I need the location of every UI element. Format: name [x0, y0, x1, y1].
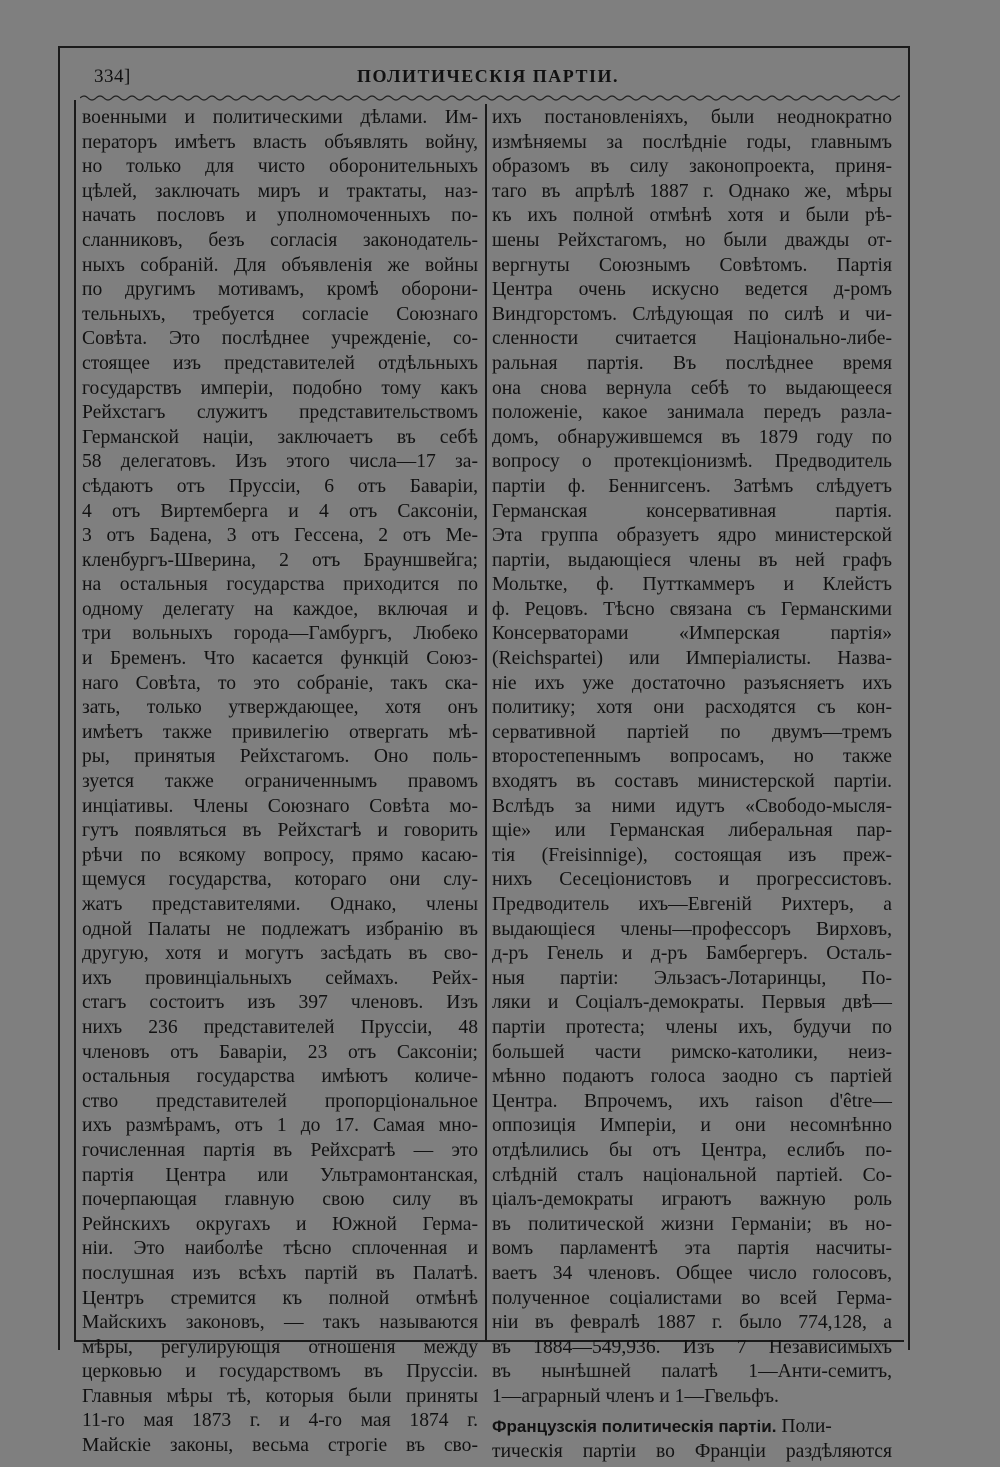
text-line: кленбургъ-Шверина, 2 отъ Брауншвейга; — [82, 549, 478, 571]
column-divider — [485, 104, 487, 1340]
text-line: зать, только утверждающее, хотя онъ — [82, 697, 478, 719]
text-line: образомъ въ силу законопроекта, приня- — [492, 156, 892, 178]
text-line: послушная изъ всѣхъ партій въ Палатѣ. — [82, 1262, 478, 1284]
text-line: она снова вернула себѣ то выдающееся — [492, 377, 892, 399]
text-line: одному делегату на каждое, включая и — [82, 598, 478, 620]
text-line: рѣчи по всякому вопросу, прямо касаю- — [82, 844, 478, 866]
text-line: 58 делегатовъ. Изъ этого числа—17 за- — [82, 451, 478, 473]
text-line: въ нынѣшней палатѣ 1—Анти-семитъ, — [492, 1361, 892, 1383]
text-line: остальныя государства имѣютъ количе- — [82, 1066, 478, 1088]
text-line: въ 1884—549,936. Изъ 7 Независимыхъ — [492, 1336, 892, 1358]
text-line: три вольныхъ города—Гамбургъ, Любеко — [82, 623, 478, 645]
text-line: ніе ихъ уже достаточно разъясняетъ ихъ — [492, 672, 892, 694]
text-line: мѣры, регулирующія отношенія между — [82, 1336, 478, 1358]
text-line: политику; хотя они расходятся съ кон- — [492, 697, 892, 719]
text-line: 3 отъ Бадена, 3 отъ Гессена, 2 отъ Ме- — [82, 525, 478, 547]
text-line: сленности считается Національно-либе- — [492, 328, 892, 350]
right-column — [492, 106, 892, 1465]
text-line: партіи, выдающіеся члены въ ней графъ — [492, 549, 892, 571]
text-line: сланниковъ, безъ согласія законодатель- — [82, 229, 478, 251]
text-line: 11-го мая 1873 г. и 4-го мая 1874 г. — [82, 1410, 478, 1432]
text-line: мѣнно подаютъ голоса заодно съ партіей — [492, 1066, 892, 1088]
text-line: Мольтке, ф. Путткаммеръ и Клейстъ — [492, 574, 892, 596]
text-line: щемуся государства, котораго они слу- — [82, 869, 478, 891]
text-line: вопросу о протекціонизмѣ. Предводитель — [492, 451, 892, 473]
text-line: Майскіе законы, весьма строгіе въ сво- — [82, 1435, 478, 1457]
text-line: измѣняемы за послѣдніе годы, главнымъ — [492, 131, 892, 153]
text-line: слѣдній сталъ національной партіей. Со- — [492, 1164, 892, 1186]
text-line: Центръ стремится къ полной отмѣнѣ — [82, 1287, 478, 1309]
text-line: таго въ апрѣлѣ 1887 г. Однако же, мѣры — [492, 180, 892, 202]
text-line: Вслѣдъ за ними идутъ «Свободо-мысля- — [492, 795, 892, 817]
text-line: другую, хотя и могутъ засѣдать въ сво- — [82, 943, 478, 965]
text-line: ныхъ собраній. Для объявленія же войны — [82, 254, 478, 276]
text-line: вергнуты Союзнымъ Совѣтомъ. Партія — [492, 254, 892, 276]
text-line: членовъ отъ Баваріи, 23 отъ Саксоніи; — [82, 1041, 478, 1063]
text-line: жатъ представителями. Однако, члены — [82, 894, 478, 915]
text-line: къ ихъ полной отмѣнѣ хотя и были рѣ- — [492, 205, 892, 227]
text-line: инціативы. Члены Союзнаго Совѣта мо- — [82, 795, 478, 817]
text-line: Совѣта. Это послѣднее учрежденіе, со- — [82, 328, 478, 350]
text-line: ціалъ-демократы играютъ важную роль — [492, 1189, 892, 1211]
text-line: 4 отъ Виртемберга и 4 отъ Саксоніи, — [82, 500, 478, 522]
text-line: Майскихъ законовъ, — такъ называются — [82, 1312, 478, 1334]
text-line: ихъ постановленіяхъ, были неоднократно — [492, 107, 892, 128]
text-line: стоящее изъ представителей отдѣльныхъ — [82, 352, 478, 374]
text-line: но только для чисто оборонительныхъ — [82, 156, 478, 178]
text-line: ихъ провинціальныхъ сеймахъ. Рейх- — [82, 967, 478, 989]
text-line: тія (Freisinnige), состоящая изъ преж- — [492, 844, 892, 866]
wavy-rule — [80, 94, 900, 102]
text-line: полученное соціалистами во всей Герма- — [492, 1287, 892, 1309]
text-line: Центра очень искусно ведется д-ромъ — [492, 279, 892, 301]
text-line: наго Совѣта, то это собраніе, такъ ска- — [82, 672, 478, 694]
text-line: церковью и государствомъ въ Пруссіи. — [82, 1361, 478, 1383]
text-line: по другимъ мотивамъ, кромѣ оборони- — [82, 279, 478, 301]
text-line: домъ, обнаружившемся въ 1879 году по — [492, 426, 892, 448]
text-line: сервативной партіей по двумъ—тремъ — [492, 721, 892, 743]
text-line: ральная партія. Въ послѣднее время — [492, 352, 892, 374]
text-line: выдающіеся члены—профессоръ Вирховъ, — [492, 918, 892, 940]
text-line: Виндгорстомъ. Слѣдующая по силѣ и чи- — [492, 303, 892, 325]
text-line: Предводитель ихъ—Евгеній Рихтеръ, а — [492, 894, 892, 915]
section-heading-line — [492, 1415, 892, 1440]
text-line: почерпающая главную свою силу въ — [82, 1189, 478, 1211]
text-line: начать пословъ и уполномоченныхъ по- — [82, 205, 478, 227]
text-line: сѣдаютъ отъ Пруссіи, 6 отъ Баваріи, — [82, 475, 478, 497]
text-line: гочисленная партія въ Рейхсратѣ — это — [82, 1139, 478, 1161]
text-line: ніи. Это наиболѣе тѣсно сплоченная и — [82, 1238, 478, 1260]
text-line: партіи ф. Беннигсенъ. Затѣмъ слѣдуетъ — [492, 475, 892, 497]
text-line: 1—аграрный членъ и 1—Гвельфъ. — [492, 1385, 779, 1407]
text-fragment: Поли- — [776, 1416, 832, 1438]
text-line: ры, принятыя Рейхстагомъ. Оно поль- — [82, 746, 478, 768]
text-line: партія Центра или Ультрамонтанская, — [82, 1164, 478, 1186]
text-line: оппозиція Имперіи, и они несомнѣнно — [492, 1115, 892, 1137]
text-line: вомъ парламентѣ эта партія насчиты- — [492, 1238, 892, 1260]
text-line: ператоръ имѣетъ власть объявлять войну, — [82, 131, 478, 153]
text-line: ніи въ февралѣ 1887 г. было 774,128, а — [492, 1312, 892, 1334]
text-line: Эта группа образуетъ ядро министерской — [492, 525, 892, 547]
text-line: въ политической жизни Германіи; въ но- — [492, 1213, 892, 1235]
text-line: ляки и Соціалъ-демократы. Первыя двѣ— — [492, 992, 892, 1014]
text-line: государствъ имперіи, подобно тому какъ — [82, 377, 478, 399]
text-line: шены Рейхстагомъ, но были дважды от- — [492, 229, 892, 251]
inner-rule — [74, 100, 76, 1340]
text-line: стагъ состоитъ изъ 397 членовъ. Изъ — [82, 992, 478, 1014]
running-title: ПОЛИТИЧЕСКІЯ ПАРТІИ. — [356, 66, 620, 86]
text-line: Рейхстагъ служитъ представительствомъ — [82, 402, 478, 424]
text-line: (Reichspartei) или Имперіалисты. Назва- — [492, 648, 892, 670]
text-line: Рейнскихъ округахъ и Южной Герма- — [82, 1213, 478, 1235]
section-heading: Французскія политическія партіи. — [492, 1417, 777, 1437]
text-line: Главныя мѣры тѣ, которыя были приняты — [82, 1385, 478, 1407]
page-header — [74, 60, 902, 96]
text-line: цѣлей, заключать миръ и трактаты, наз- — [82, 180, 478, 202]
text-line: тельныхъ, требуется согласіе Союзнаго — [82, 303, 478, 325]
text-line: д-ръ Генель и д-ръ Бамбергеръ. Осталь- — [492, 943, 892, 965]
text-line: военными и политическими дѣлами. Им- — [82, 107, 478, 128]
text-line: Центра. Впрочемъ, ихъ raison d'être— — [492, 1090, 892, 1112]
text-line: ныя партіи: Эльзасъ-Лотаринцы, По- — [492, 967, 892, 989]
text-line: второстепеннымъ вопросамъ, но также — [492, 746, 892, 768]
text-line: зуется также ограниченнымъ правомъ — [82, 771, 478, 793]
text-line: отдѣлились бы отъ Центра, еслибъ по- — [492, 1139, 892, 1161]
text-line: ваетъ 34 членовъ. Общее число голосовъ, — [492, 1262, 892, 1284]
page-number: 334] — [94, 66, 131, 87]
text-line: гутъ появляться въ Рейхстагѣ и говорить — [82, 820, 478, 842]
text-line: положеніе, какое занимала передъ разла- — [492, 402, 892, 424]
text-line: одной Палаты не подлежатъ избранію въ — [82, 918, 478, 940]
text-line: и Бременъ. Что касается функцій Союз- — [82, 648, 478, 670]
left-column — [82, 106, 478, 1459]
text-line: Консерваторами «Имперская партія» — [492, 623, 892, 645]
text-line: ство представителей пропорціональное — [82, 1090, 478, 1112]
text-line: на остальныя государства приходится по — [82, 574, 478, 596]
text-line: нихъ 236 представителей Пруссіи, 48 — [82, 1016, 478, 1038]
text-line: ихъ размѣрамъ, отъ 1 до 17. Самая мно- — [82, 1115, 478, 1137]
text-line: ф. Рецовъ. Тѣсно связана съ Германскими — [492, 598, 892, 620]
text-line: тическія партіи во Франціи раздѣляются — [492, 1441, 892, 1463]
text-line: щіе» или Германская либеральная пар- — [492, 820, 892, 842]
text-line: входятъ въ составъ министерской партіи. — [492, 771, 892, 793]
text-line: большей части римско-католики, неиз- — [492, 1041, 892, 1063]
text-line: партіи протеста; члены ихъ, будучи по — [492, 1016, 892, 1038]
text-line: Германская консервативная партія. — [492, 500, 892, 522]
text-line: Германской націи, заключаетъ въ себѣ — [82, 426, 478, 448]
text-line: нихъ Сесеціонистовъ и прогрессистовъ. — [492, 869, 892, 891]
text-line: имѣетъ также привилегію отвергать мѣ- — [82, 721, 478, 743]
